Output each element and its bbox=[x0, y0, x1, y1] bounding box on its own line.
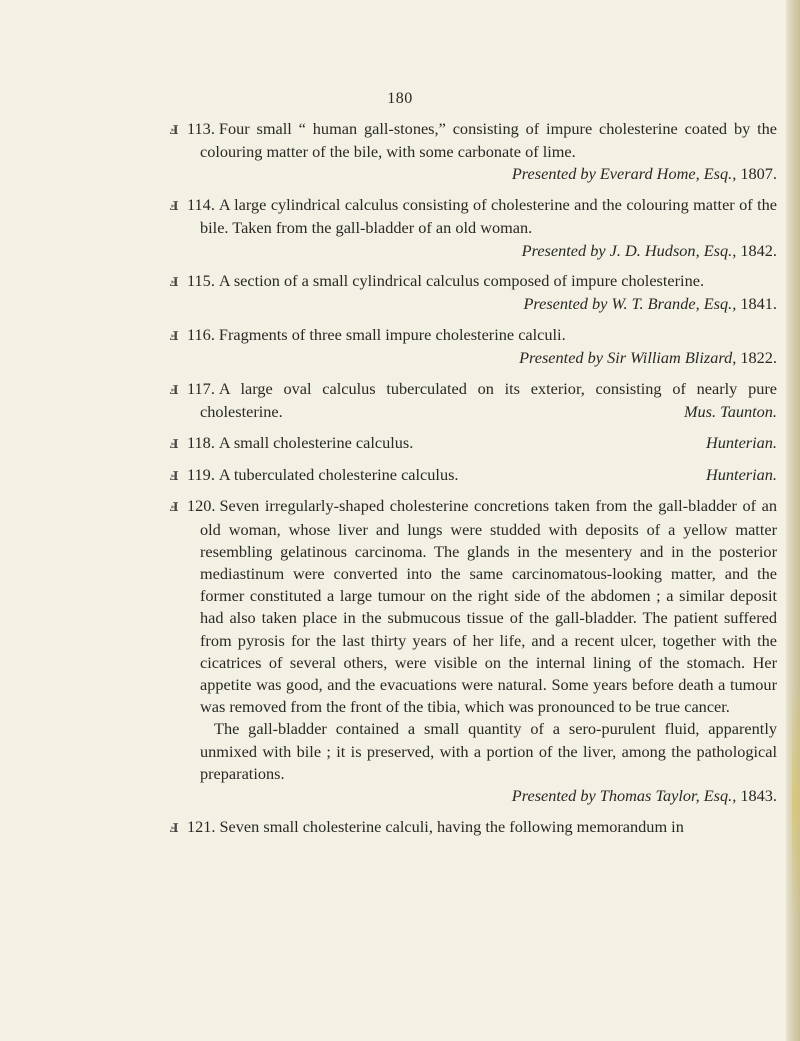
entry-continuation: The gall-bladder contained a small quantity of a sero-purulent fluid, apparently unmixed with bile ; it is preserved, with a portion of the liver, among the pathological preparations. bbox=[200, 719, 777, 783]
entry-number: 119. bbox=[187, 464, 215, 484]
catalogue-entry-116 bbox=[170, 324, 777, 369]
catalogue-entry-114 bbox=[170, 194, 777, 262]
catalogue-text bbox=[170, 118, 777, 847]
entry-credit bbox=[170, 785, 777, 807]
entry-description bbox=[170, 816, 777, 839]
entry-number: 120. bbox=[187, 496, 216, 516]
specimen-mark-icon: Ⅎ bbox=[170, 820, 179, 835]
credit-year: 1841. bbox=[740, 294, 777, 314]
entry-text: A large cylindrical calculus consisting of cholesterine and the colouring matter of the bile. Taken from the gall-bladder of an old woman. bbox=[200, 195, 777, 238]
entry-description bbox=[170, 118, 777, 163]
entry-credit: Mus. Taunton. bbox=[683, 402, 777, 422]
credit-year: 1807. bbox=[740, 164, 777, 184]
entry-number: 113. bbox=[187, 119, 215, 138]
entry-description bbox=[170, 378, 777, 423]
specimen-mark-icon: Ⅎ bbox=[170, 436, 179, 451]
entry-description bbox=[170, 194, 777, 239]
entry-credit bbox=[170, 240, 777, 262]
entry-description bbox=[170, 464, 777, 487]
credit-text: Presented by Sir William Blizard, bbox=[519, 348, 737, 368]
entry-credit: Hunterian. bbox=[706, 432, 777, 452]
entry-text: Seven irregularly-shaped cholesterine concretions taken from the gall-bladder of an old woman, whose liver and lungs were studded with deposits of a yellow matter resembling gelatinous carcinoma. The glands in the mesentery and in the posterior mediastinum were converted into the same carcinomatous-looking matter, and the former constituted a large tumour on the right side of the abdomen ; a similar deposit had also taken place in the submucous tissue of the gall-bladder. The patient suffered from pyrosis for the last thirty years of her life, and a recent ulcer, together with the cicatrices of several others, were visible on the internal lining of the stomach. Her appetite was good, and the evacuations were natural. Some years before death a tumour was removed from the front of the tibia, which was pronounced to be true cancer. bbox=[200, 496, 777, 717]
entry-credit bbox=[170, 293, 777, 315]
entry-number: 121. bbox=[187, 816, 216, 836]
entry-description bbox=[170, 432, 777, 455]
credit-text: Presented by J. D. Hudson, Esq., bbox=[521, 240, 737, 260]
entry-credit bbox=[170, 347, 777, 369]
credit-text: Presented by Thomas Taylor, Esq., bbox=[511, 785, 737, 805]
credit-year: 1843. bbox=[740, 785, 777, 805]
entry-text: Seven small cholesterine calculi, having the following memorandum in bbox=[219, 816, 684, 836]
entry-description bbox=[170, 495, 777, 718]
entry-text: Four small “ human gall-stones,” consisting of impure cholesterine coated by the colouring matter of the bile, with some carbonate of lime. bbox=[200, 119, 777, 162]
catalogue-entry-113 bbox=[170, 118, 777, 186]
credit-year: 1842. bbox=[740, 240, 777, 260]
entry-description bbox=[170, 270, 777, 293]
specimen-mark-icon: Ⅎ bbox=[170, 275, 179, 290]
specimen-mark-icon: Ⅎ bbox=[170, 500, 179, 515]
specimen-mark-icon: Ⅎ bbox=[170, 383, 179, 398]
entry-number: 116. bbox=[187, 325, 215, 345]
entry-description bbox=[170, 324, 777, 347]
credit-text: Presented by W. T. Brande, Esq., bbox=[523, 294, 737, 314]
entry-text: A tuberculated cholesterine calculus. bbox=[218, 464, 459, 484]
catalogue-entry-121 bbox=[170, 816, 777, 839]
entry-text: A large oval calculus tuberculated on its exterior, consisting of nearly pure cholesterine. bbox=[200, 379, 777, 422]
entry-number: 114. bbox=[187, 195, 215, 215]
page-edge-stain bbox=[792, 681, 800, 921]
entry-text: A small cholesterine calculus. bbox=[218, 432, 414, 452]
page-number: 180 bbox=[387, 90, 413, 107]
specimen-mark-icon: Ⅎ bbox=[170, 468, 179, 483]
specimen-mark-icon: Ⅎ bbox=[170, 329, 179, 344]
catalogue-entry-120 bbox=[170, 495, 777, 807]
credit-text: Presented by Everard Home, Esq., bbox=[511, 164, 737, 184]
entry-credit: Hunterian. bbox=[706, 464, 777, 484]
credit-year: 1822. bbox=[740, 348, 777, 368]
entry-number: 118. bbox=[187, 432, 215, 452]
catalogue-entry-115 bbox=[170, 270, 777, 315]
specimen-mark-icon: Ⅎ bbox=[170, 199, 179, 214]
catalogue-entry-119 bbox=[170, 464, 777, 487]
specimen-mark-icon: Ⅎ bbox=[170, 123, 179, 137]
entry-credit bbox=[170, 163, 777, 185]
catalogue-entry-118 bbox=[170, 432, 777, 455]
entry-text: Fragments of three small impure cholesterine calculi. bbox=[218, 325, 566, 345]
entry-text: A section of a small cylindrical calculus composed of impure cholesterine. bbox=[218, 271, 705, 291]
catalogue-entry-117 bbox=[170, 378, 777, 423]
entry-number: 117. bbox=[187, 379, 215, 399]
entry-number: 115. bbox=[187, 271, 215, 291]
